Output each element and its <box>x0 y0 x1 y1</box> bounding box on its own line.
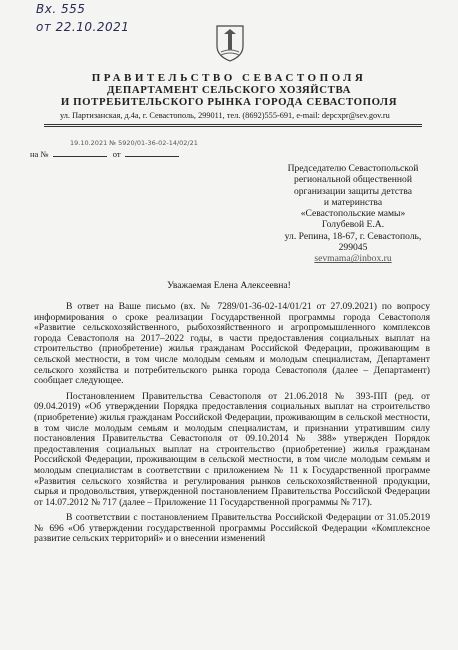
recipient-line: 299045 <box>338 242 368 254</box>
government-name: ПРАВИТЕЛЬСТВО СЕВАСТОПОЛЯ <box>91 72 367 84</box>
reference-number-label: на № <box>30 149 49 159</box>
department-name-line2: И ПОТРЕБИТЕЛЬСКОГО РЫНКА ГОРОДА СЕВАСТОПОЛЯ <box>60 96 398 108</box>
greeting: Уважаемая Елена Алексеевна! <box>167 280 291 291</box>
outgoing-registration-number: 19.10.2021 № 5920/01-36-02-14/02/21 <box>70 139 198 147</box>
recipient-line: «Севастопольские мамы» <box>300 208 406 220</box>
recipient-line: организации защиты детства <box>293 185 413 197</box>
handwritten-incoming-date: от 22.10.2021 <box>36 20 130 34</box>
letter-body <box>34 302 430 550</box>
reference-line <box>30 149 183 159</box>
header-divider-second <box>44 126 422 127</box>
header-divider <box>44 124 422 125</box>
handwritten-incoming-number: Вх. 555 <box>36 2 86 16</box>
recipient-line: и материнства <box>323 196 383 208</box>
body-paragraph: Постановлением Правительства Севастополя от 21.06.2018 № 393-ПП (ред. от 09.04.2019) «Об утверждении Порядка предоставления социальных выплат на строительство (приобретение) жилья гражданам Российской Федерации, проживающим в сельской местности, в том числе молодым семьям и молодым специалистам, и признании утратившим силу постановления Правительства Севастополя от 09.10.2014 № 388» утвержден Порядок предоставления социальных выплат на строительство (приобретение) жилья гражданам Российской Федерации, проживающим в сельской местности, в том числе молодым семьям и молодым специалистам в соответствии с приложением № 11 к Государственной программе «Развития сельского хозяйства и регулирования рынков сельскохозяйственной продукции, сырья и продовольствия, утвержденной постановлением Правительства Российской Федерации от 14.07.2012 № 717 (далее – Приложение 11 Государственной программы № 717). <box>34 390 430 508</box>
department-address: ул. Партизанская, д.4а, г. Севастополь, 299011, тел. (8692)555-691, e-mail: depcxpr@sev.gov.ru <box>60 111 390 120</box>
recipient-line: ул. Репина, 18-67, г. Севастополь, <box>284 230 422 242</box>
sevastopol-coat-of-arms-icon <box>215 22 245 62</box>
recipient-line: Председателю Севастопольской <box>287 163 419 174</box>
body-paragraph: В соответствии с постановлением Правительства Российской Федерации от 31.05.2019 № 696 «Об утверждении государственной программы Российской Федерации «Комплексное развитие сельских территорий» и о внесении изменений <box>34 512 430 545</box>
reference-number-blank <box>53 156 107 157</box>
reference-date-blank <box>125 156 179 157</box>
recipient-line: региональной общественной <box>294 174 412 186</box>
recipient-line: Голубевой Е.А. <box>321 219 385 231</box>
body-paragraph: В ответ на Ваше письмо (вх. № 7289/01-36-02-14/01/21 от 27.09.2021) по вопросу информирования о сроке реализации Государственной программы города Севастополя «Развитие сельскохозяйственного, рыбохозяйственного и агропромышленного комплексов города Севастополя на 2017–2022 годы, в части предоставления социальных выплат на строительство (приобретение) жилья гражданам Российской Федерации, проживающим в сельской местности, в том числе молодым семьям и молодым специалистам, Департамент сельского хозяйства и потребительского рынка города Севастополя (далее – Департамент) сообщает следующее. <box>34 301 430 387</box>
department-name-line1: ДЕПАРТАМЕНТ СЕЛЬСКОГО ХОЗЯЙСТВА <box>107 84 351 96</box>
recipient-email-link[interactable]: sevmama@inbox.ru <box>314 253 392 265</box>
reference-date-label: от <box>112 149 121 159</box>
recipient-block <box>268 163 438 265</box>
